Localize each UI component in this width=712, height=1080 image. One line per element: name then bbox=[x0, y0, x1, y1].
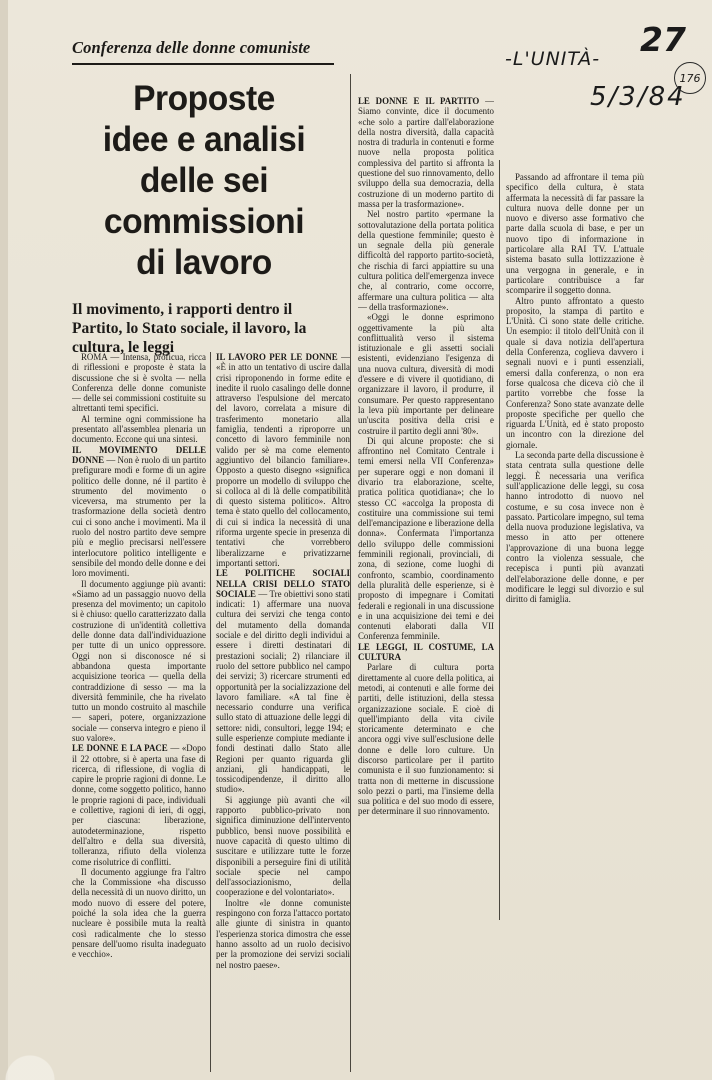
paragraph bbox=[72, 743, 206, 867]
paragraph: Il documento aggiunge fra l'altro che la Commissione «ha discusso della necessità di un nuovo diritto, un modo nuovo di essere del potere, poiché la sola idea che la guerra nucleare è possibile muta la realtà così radicalmente che lo stesso pensare dell'uomo risulta inadeguato e vecchio». bbox=[72, 866, 206, 960]
clipping-edge bbox=[0, 0, 8, 1080]
subheadline: Il movimento, i rapporti dentro il Partito, lo Stato sociale, il lavoro, la cultura, le leggi bbox=[72, 301, 307, 356]
article-column-3 bbox=[358, 96, 494, 1072]
headline-line: di lavoro bbox=[136, 243, 272, 282]
section-heading: LE LEGGI, IL COSTUME, LA CULTURA bbox=[358, 641, 494, 663]
handwritten-page-number: 27 bbox=[640, 20, 686, 59]
column-rule bbox=[210, 352, 211, 1072]
section-heading: IL MOVIMENTO DELLE DONNE bbox=[72, 444, 206, 465]
headline-line: idee e analisi bbox=[102, 120, 306, 159]
paragraph: Altro punto affrontato a questo proposito, la stampa di partito e L'Unità. Ci sono state delle critiche. Un esempio: il titolo dell'Unità con il quale si dava notizia dell'apertura della Conferenza, coglieva davvero i segnali nuovi e i punti essenziali, emersi dalla conferenza, o non era forse qualcosa che diceva ciò che il partito vorrebbe che fosse la Conferenza? Sono state avanzate delle proposte specifiche per quello che riguarda L'Unità, ed è stato proposto un incontro con la direzione del giornale. bbox=[506, 295, 644, 450]
paragraph: Parlare di cultura porta direttamente al cuore della politica, ai metodi, ai contenuti e alle forme dei partiti, delle istituzioni, della stessa organizzazione sociale. E cioè di quell'impianto della vita civile storicamente determinato e che ancora oggi vive sull'esclusione delle donne e delle loro culture. Un discorso particolare per il partito comunista e il suo funzionamento: si tratta non di metterne in discussione solo pezzi o parti, ma l'insieme della sua politica e del suo modo di essere, per determinare il suo rinnovamento. bbox=[358, 662, 494, 817]
headline-line: Proposte bbox=[133, 79, 275, 118]
paragraph: Il documento aggiunge più avanti: «Siamo ad un passaggio nuovo della presenza del movimento; un capitolo si è chiuso: quello caratterizzato dalla costruzione di un'identità collettiva delle donne data dall'individuazione per tutte di un unico oppressore. Oggi non si disconosce né si abbandona questa importante acquisizione teorica — quella della contraddizione di sesso — ma la diversità femminile, che ha rivelato tutto un mondo costruito al maschile — saperi, potere, organizzazione sociale — conserva integro e pieno il suo valore». bbox=[72, 578, 206, 743]
paragraph bbox=[358, 96, 494, 209]
article-column-4 bbox=[506, 172, 644, 692]
article-column-1 bbox=[72, 352, 206, 1072]
handwritten-source: -L'UNITÀ- bbox=[505, 48, 601, 70]
section-heading: LE POLITICHE SOCIALI NELLA CRISI DELLO STATO SOCIALE bbox=[216, 568, 350, 599]
archive-watermark bbox=[0, 1040, 60, 1080]
paragraph-text: — «È in atto un tentativo di uscire dalla crisi riproponendo in forme edite e inedite il ruolo casalingo delle donne attraverso l'espulsione del mercato del lavoro, correlata a misure di trasferimento monetario alla famiglia, tendenti a riproporre un concetto di lavoro femminile non valido per sè ma come elemento aggiuntivo del bilancio familiare». Opposto a questo disegno «significa proporre un modello di sviluppo che si colloca al di là delle compatibilità di questo sistema politico». Altro tema è stato quello del collocamento, di cui si indica la necessità di una riforma urgente specie in presenza di tentativi che vorrebbero liberalizzarne e privatizzarne importanti settori. bbox=[216, 352, 350, 568]
paragraph bbox=[216, 568, 350, 795]
paragraph-text: — «Dopo il 22 ottobre, si è aperta una fase di ricerca, di riflessione, di voglia di capire le proprie ragioni di donne. Le donne, come soggetto politico, hanno le proprie ragioni di pace, individuali e collettive, ragioni di ieri, di oggi, per ciascuna: liberazione, autodeterminazione, rispetto dell'altro e della sua diversità, tolleranza, rifiuto della violenza come risolutrice di conflitti. bbox=[72, 743, 206, 867]
paragraph-text: — Non è ruolo di un partito prefigurare modi e forme di un agire politico delle donne, né il partito è strumento del movimento o viceversa, ma strumento per la trasformazione della società dentro cui ci sono anche i movimenti. Ma il ruolo del nostro partito deve sempre più e meglio precisarsi nell'essere interlocutore politico intelligente e sensibile del mondo delle donne e dei loro movimenti. bbox=[72, 454, 206, 579]
archive-number-stamp: 176 bbox=[674, 62, 706, 94]
paragraph: «Oggi le donne esprimono oggettivamente la più alta conflittualità verso il sistema istituzionale e gli assetti sociali esistenti, evidenziano l'esigenza di una nuova cultura, diversità di modi d'essere e di vivere il quotidiano, di organizzare il lavoro, il produrre, il consumare. Per questo rappresentano la leva più importante per delineare un'uscita positiva della crisi e costruire il partito degli anni '80». bbox=[358, 312, 494, 436]
paragraph: La seconda parte della discussione è stata centrata sulla questione delle leggi. È necessaria una verifica sull'applicazione delle leggi, su cosa hanno introdotto di nuovo nel costume, e su cosa invece non è passato. Particolare impegno, sul tema della nuova produzione legislativa, va messo in atto per ottenere l'approvazione di una buona legge contro la violenza sessuale, che recepisca i punti più avanzati dell'elaborazione delle donne, e per modificare le leggi sul divorzio e sul diritto di famiglia. bbox=[506, 450, 644, 605]
handwritten-date: 5/3/84 bbox=[590, 82, 686, 112]
section-kicker: Conferenza delle donne comuniste bbox=[72, 38, 334, 65]
paragraph: Inoltre «le donne comuniste respingono con forza l'attacco portato alle giunte di sinistra in quanto l'esperienza storica dimostra che esse hanno assolto ad un ruolo decisivo per la promozione dei servizi sociali nel nostro paese». bbox=[216, 897, 350, 970]
headline-line: commissioni bbox=[103, 202, 305, 241]
paragraph: Si aggiunge più avanti che «il rapporto pubblico-privato non significa diminuzione dell'intervento pubblico, bensì nuove possibilità e nuove capacità di questo ultimo di suscitare e utilizzare tutte le forze disponibili a perseguire fini di utilità sociale specie nel campo dell'associazionismo, della cooperazione e del volontariato». bbox=[216, 794, 350, 898]
headline bbox=[77, 78, 330, 283]
paragraph bbox=[72, 445, 206, 579]
paragraph: Di qui alcune proposte: che si affrontino nel Comitato Centrale i temi emersi nella VII Conferenza» per superare oggi e non domani il divario tra elaborazione, scelte, pratica politica quotidiana»; che lo stesso CC «accolga la proposta di costituire una commissione sui temi dell'emancipazione e liberazione della donna». Confermata l'importanza dello sviluppo delle commissioni femminili regionali, provinciali, di zona, di sezione, come luoghi di confronto, scambio, coordinamento della pluralità delle esperienze, si è proposto di impegnare i Comitati federali e regionali in una discussione e in una acquisizione dei temi e dei contenuti elaborati dalla VII Conferenza femminile. bbox=[358, 435, 494, 642]
column-rule bbox=[350, 74, 351, 1072]
headline-line: delle sei bbox=[139, 161, 269, 200]
column-rule bbox=[499, 160, 500, 920]
section-heading: IL LAVORO PER LE DONNE bbox=[216, 352, 338, 362]
paragraph: ROMA — Intensa, proficua, ricca di riflessioni e proposte è stata la discussione che si è svolta — nella Conferenza delle donne comuniste — delle sei commissioni costituite su altrettanti temi specifici. bbox=[72, 352, 206, 414]
section-heading: LE DONNE E LA PACE bbox=[72, 743, 168, 754]
paragraph: Al termine ogni commissione ha presentato all'assemblea plenaria un documento. Eccone qui una sintesi. bbox=[72, 413, 206, 445]
paragraph-text: — Tre obiettivi sono stati indicati: 1) affermare una nuova cultura dei servizi che tenga conto del mutamento della domanda sociale e del diritto degli individui a essere i diretti destinatari di prestazioni sociali; 2) rilanciare il ruolo del settore pubblico nel campo dei servizi; 3) ricercare strumenti ed opportunità per la socializzazione del lavoro familiare. «A tal fine è necessario condurre una verifica sullo stato di attuazione delle leggi di settore: nidi, consultori, legge 194; e sulle esperienze compiute mediante i fondi destinati dallo Stato alle Regioni per quanto riguarda gli anziani, gli handicappati, le tossicodipendenze, il diritto allo studio». bbox=[216, 588, 350, 795]
paragraph-text: — Siamo convinte, dice il documento «che solo a partire dall'elaborazione della nostra diversità, dalla capacità nostra di tradurla in contenuti e forme nuove nella proposta politica complessiva del partito si affronta la questione del suo rinnovamento, dello sviluppo della sua democrazia, della costruzione di un moderno partito di massa per la trasformazione». bbox=[358, 96, 494, 209]
paragraph: Nel nostro partito «permane la sottovalutazione della portata politica della questione femminile; questo è un segnale della più generale difficoltà del rapporto partito-società, che rischia di farci appiattire su una cultura politica dell'emergenza invece che, al contrario, come occorre, affermare una cultura politica — alta — della trasformazione». bbox=[358, 209, 494, 312]
section-heading: LE DONNE E IL PARTITO bbox=[358, 96, 480, 106]
article-column-2 bbox=[216, 352, 350, 1072]
paragraph bbox=[216, 352, 350, 568]
paragraph: Passando ad affrontare il tema più specifico della cultura, è stata affermata la necessità di far passare la cultura nuova delle donne per un nuovo e diverso asse formativo che parte dalla scuola di base, e per un nuovo tipo di informazione in particolare alla RAI TV. L'attuale sistema basato sulla lottizzazione è una vergogna in generale, e in particolare contribuisce a far scomparire il soggetto donna. bbox=[506, 172, 644, 296]
